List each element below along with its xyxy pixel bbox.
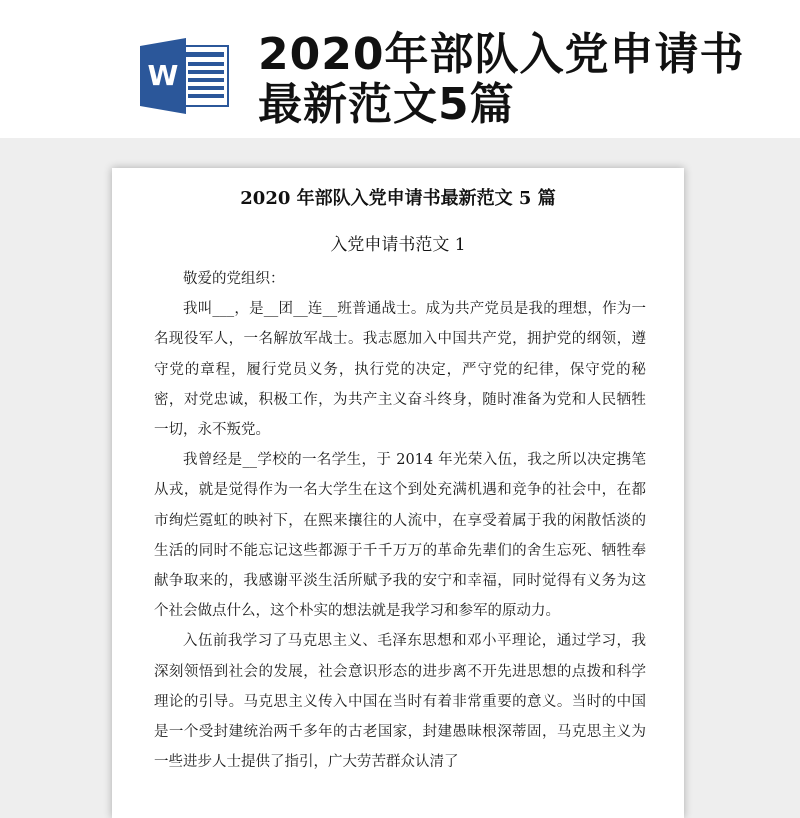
banner-header (0, 0, 800, 138)
paragraph-1: 我叫___，是__团__连__班普通战士。成为共产党员是我的理想，作为一名现役军人，一名解放军战士。我志愿加入中国共产党，拥护党的纲领，遵守党的章程，履行党员义务，执行党的决定，严守党的纪律，保守党的秘密，对党忠诚，积极工作，为共产主义奋斗终身，随时准备为党和人民牺牲一切，永不叛党。 (154, 301, 646, 439)
document-title: 2020 年部队入党申请书最新范文 5 篇 (240, 188, 556, 209)
greeting-line: 敬爱的党组织： (183, 271, 285, 287)
document-page (112, 168, 684, 818)
svg-text:W: W (147, 59, 179, 92)
paragraph-2: 我曾经是__学校的一名学生，于 2014 年光荣入伍，我之所以决定携笔从戎，就是觉得作为一名大学生在这个到处充满机遇和竞争的社会中，在都市绚烂霓虹的映衬下，在熙来攘往的人流中，在享受着属于我的闲散恬淡的生活的同时不能忘记这些都源于千千万万的革命先辈们的舍生忘死、牺牲奉献争取来的，我感谢平淡生活所赋予我的安宁和幸福，同时觉得有义务为这个社会做点什么，这个朴实的想法就是我学习和参军的原动力。 (154, 452, 646, 620)
banner-title: 2020年部队入党申请书最新范文5篇 (258, 29, 745, 130)
document-subtitle: 入党申请书范文 1 (330, 235, 466, 255)
document-body (154, 264, 646, 777)
paragraph-3: 入伍前我学习了马克思主义、毛泽东思想和邓小平理论，通过学习，我深刻领悟到社会的发展，社会意识形态的进步离不开先进思想的点拨和科学理论的引导。马克思主义传入中国在当时有着非常重要的意义。当时的中国是一个受封建统治两千多年的古老国家，封建愚昧根深蒂固，马克思主义为一些进步人士提供了指引，广大劳苦群众认清了 (154, 633, 646, 771)
word-document-icon (140, 38, 230, 114)
